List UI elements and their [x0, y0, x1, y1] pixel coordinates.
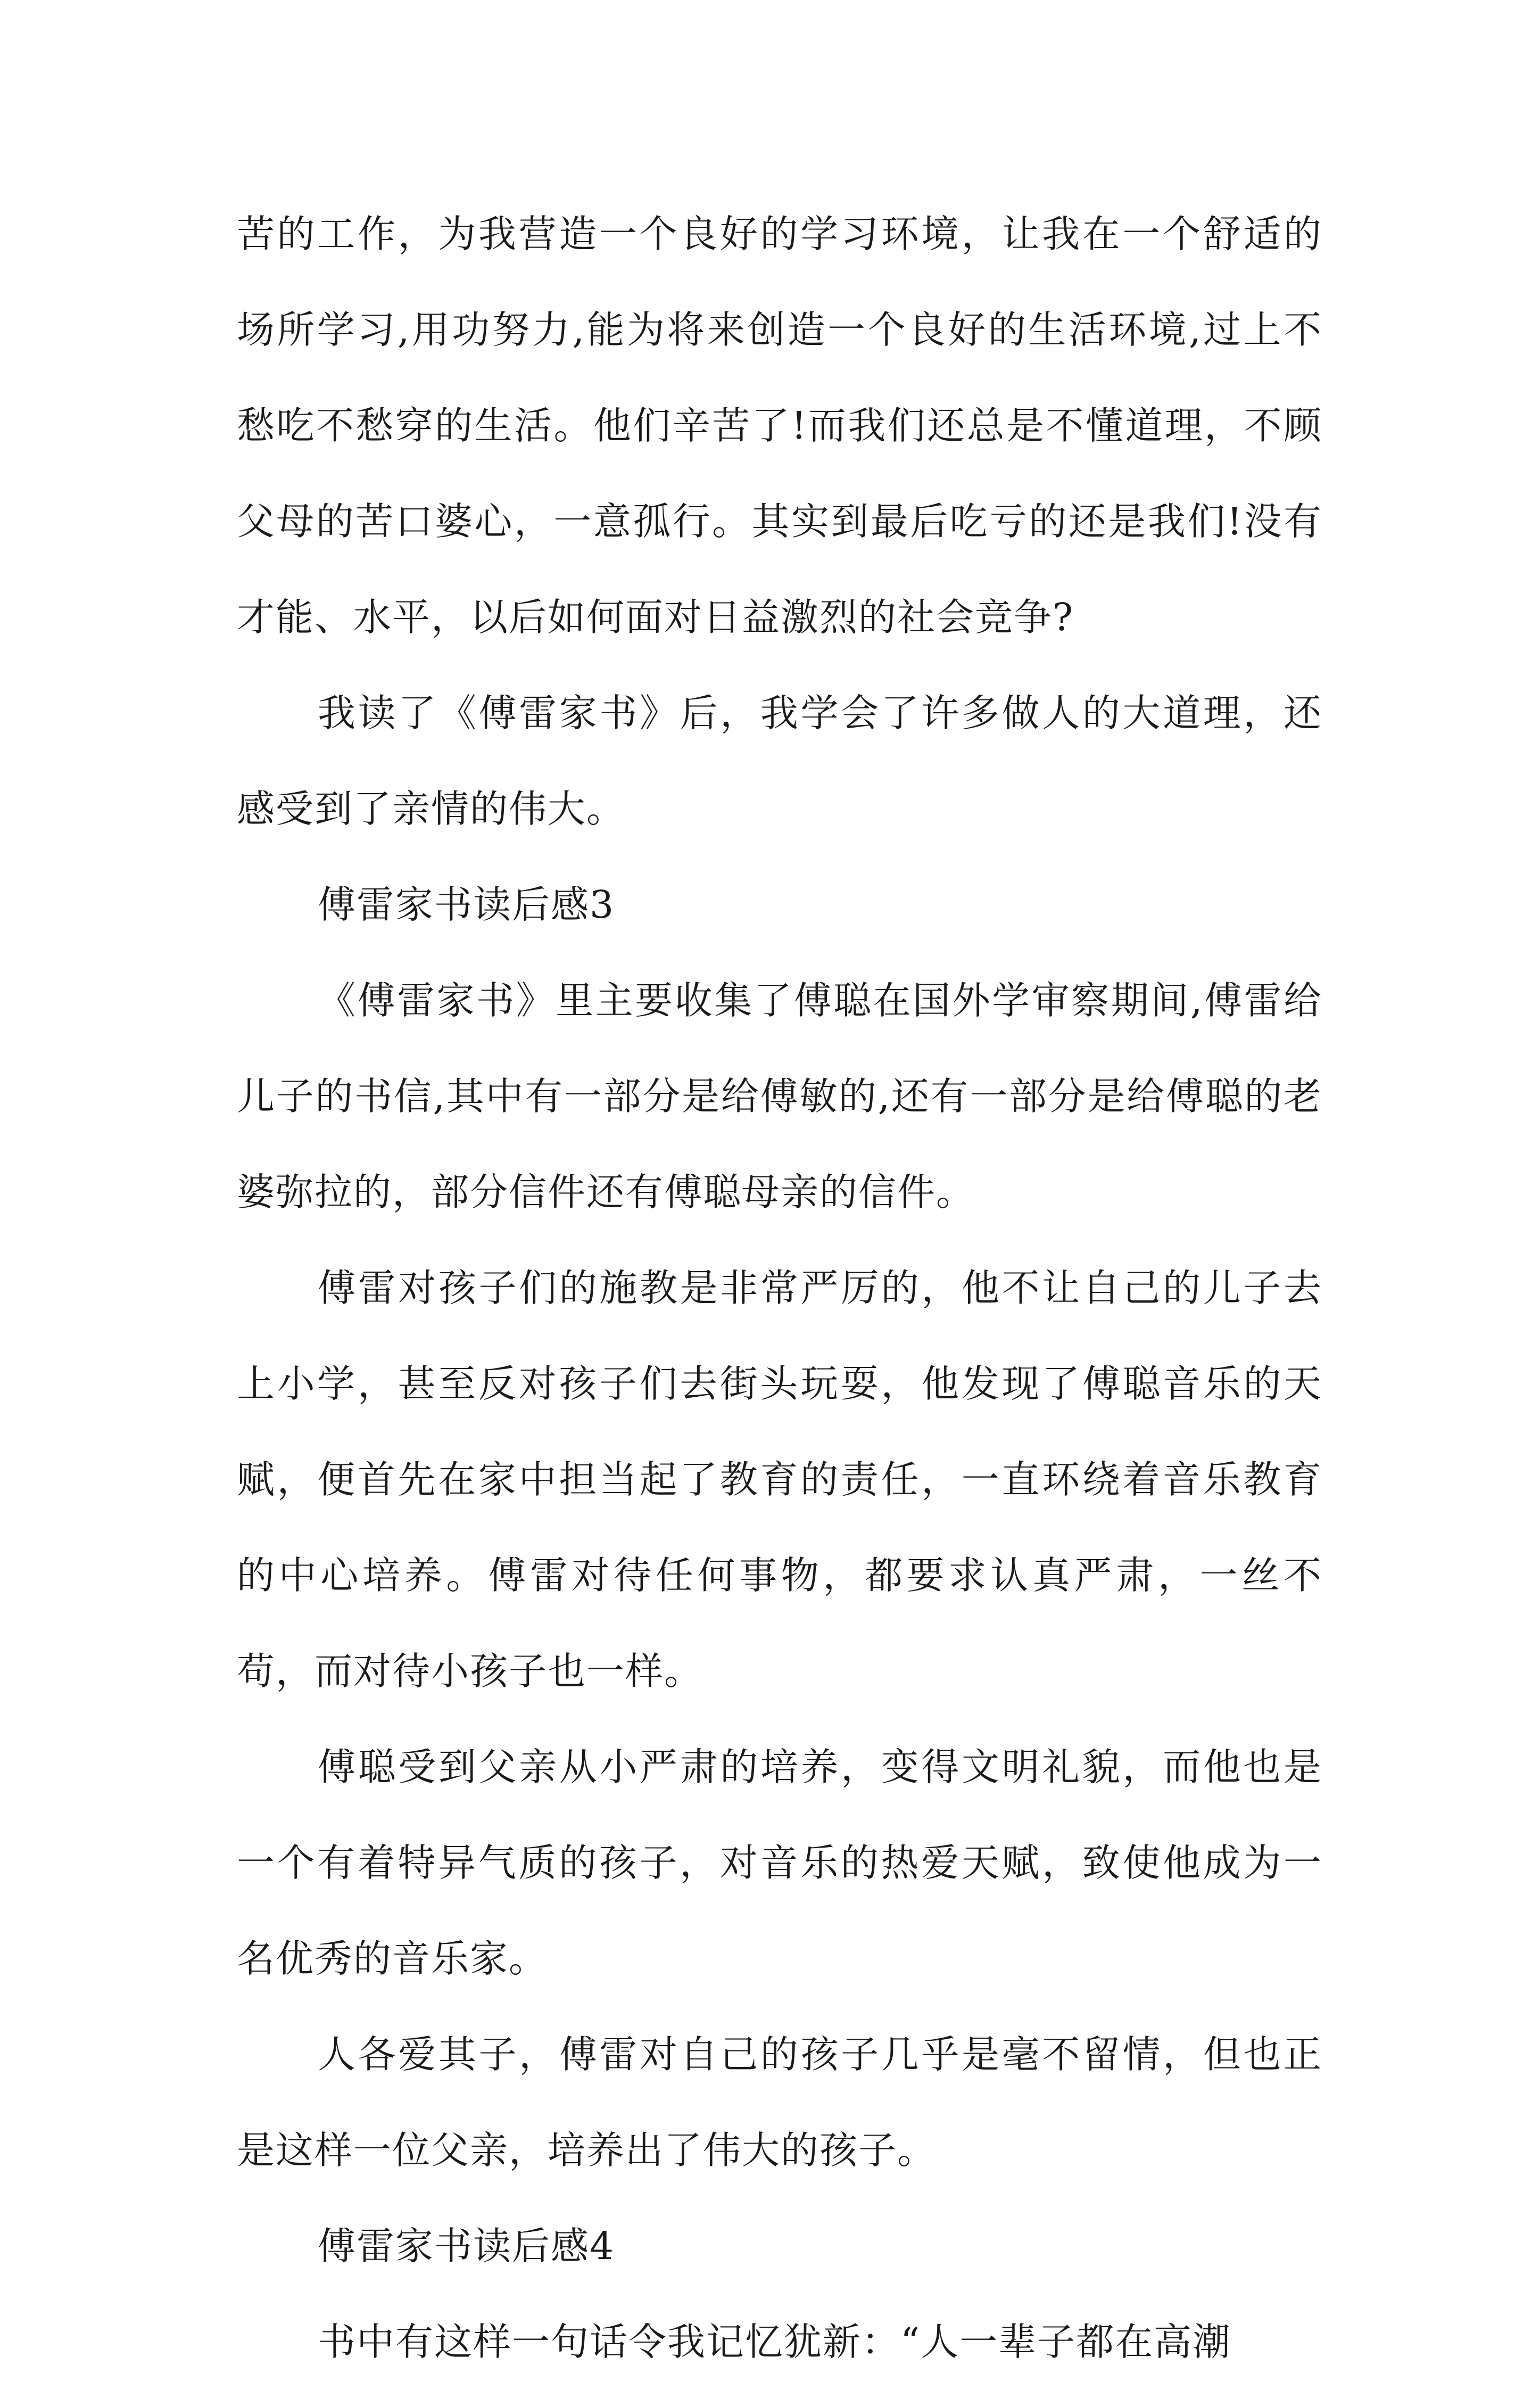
- paragraph: 人各爱其子，傅雷对自己的孩子几乎是毫不留情，但也正是这样一位父亲，培养出了伟大的孩子。: [237, 2032, 1322, 2172]
- section-heading: 傅雷家书读后感4: [318, 2224, 615, 2268]
- paragraph: 傅聪受到父亲从小严肃的培养，变得文明礼貌，而他也是一个有着特异气质的孩子，对音乐的热爱天赋，致使他成为一名优秀的音乐家。: [237, 1745, 1322, 1981]
- paragraph: 我读了《傅雷家书》后，我学会了许多做人的大道理，还感受到了亲情的伟大。: [237, 691, 1322, 831]
- paragraph-continuation: 苦的工作，为我营造一个良好的学习环境，让我在一个舒适的场所学习,用功努力,能为将来创造一个良好的生活环境,过上不愁吃不愁穿的生活。他们辛苦了!而我们还总是不懂道理，不顾父母的苦口婆心，一意孤行。其实到最后吃亏的还是我们!没有才能、水平，以后如何面对日益激烈的社会竞争?: [237, 212, 1322, 639]
- paragraph: 《傅雷家书》里主要收集了傅聪在国外学审察期间,傅雷给儿子的书信,其中有一部分是给傅敏的,还有一部分是给傅聪的老婆弥拉的，部分信件还有傅聪母亲的信件。: [237, 978, 1322, 1214]
- paragraph: 书中有这样一句话令我记忆犹新：“人一辈子都在高潮: [318, 2320, 1232, 2364]
- paragraph: 傅雷对孩子们的施教是非常严厉的，他不让自己的儿子去上小学，甚至反对孩子们去街头玩耍，他发现了傅聪音乐的天赋，便首先在家中担当起了教育的责任，一直环绕着音乐教育的中心培养。傅雷对待任何事物，都要求认真严肃，一丝不苟，而对待小孩子也一样。: [237, 1266, 1322, 1693]
- section-heading: 傅雷家书读后感3: [318, 883, 615, 927]
- document-body: [237, 186, 1322, 2390]
